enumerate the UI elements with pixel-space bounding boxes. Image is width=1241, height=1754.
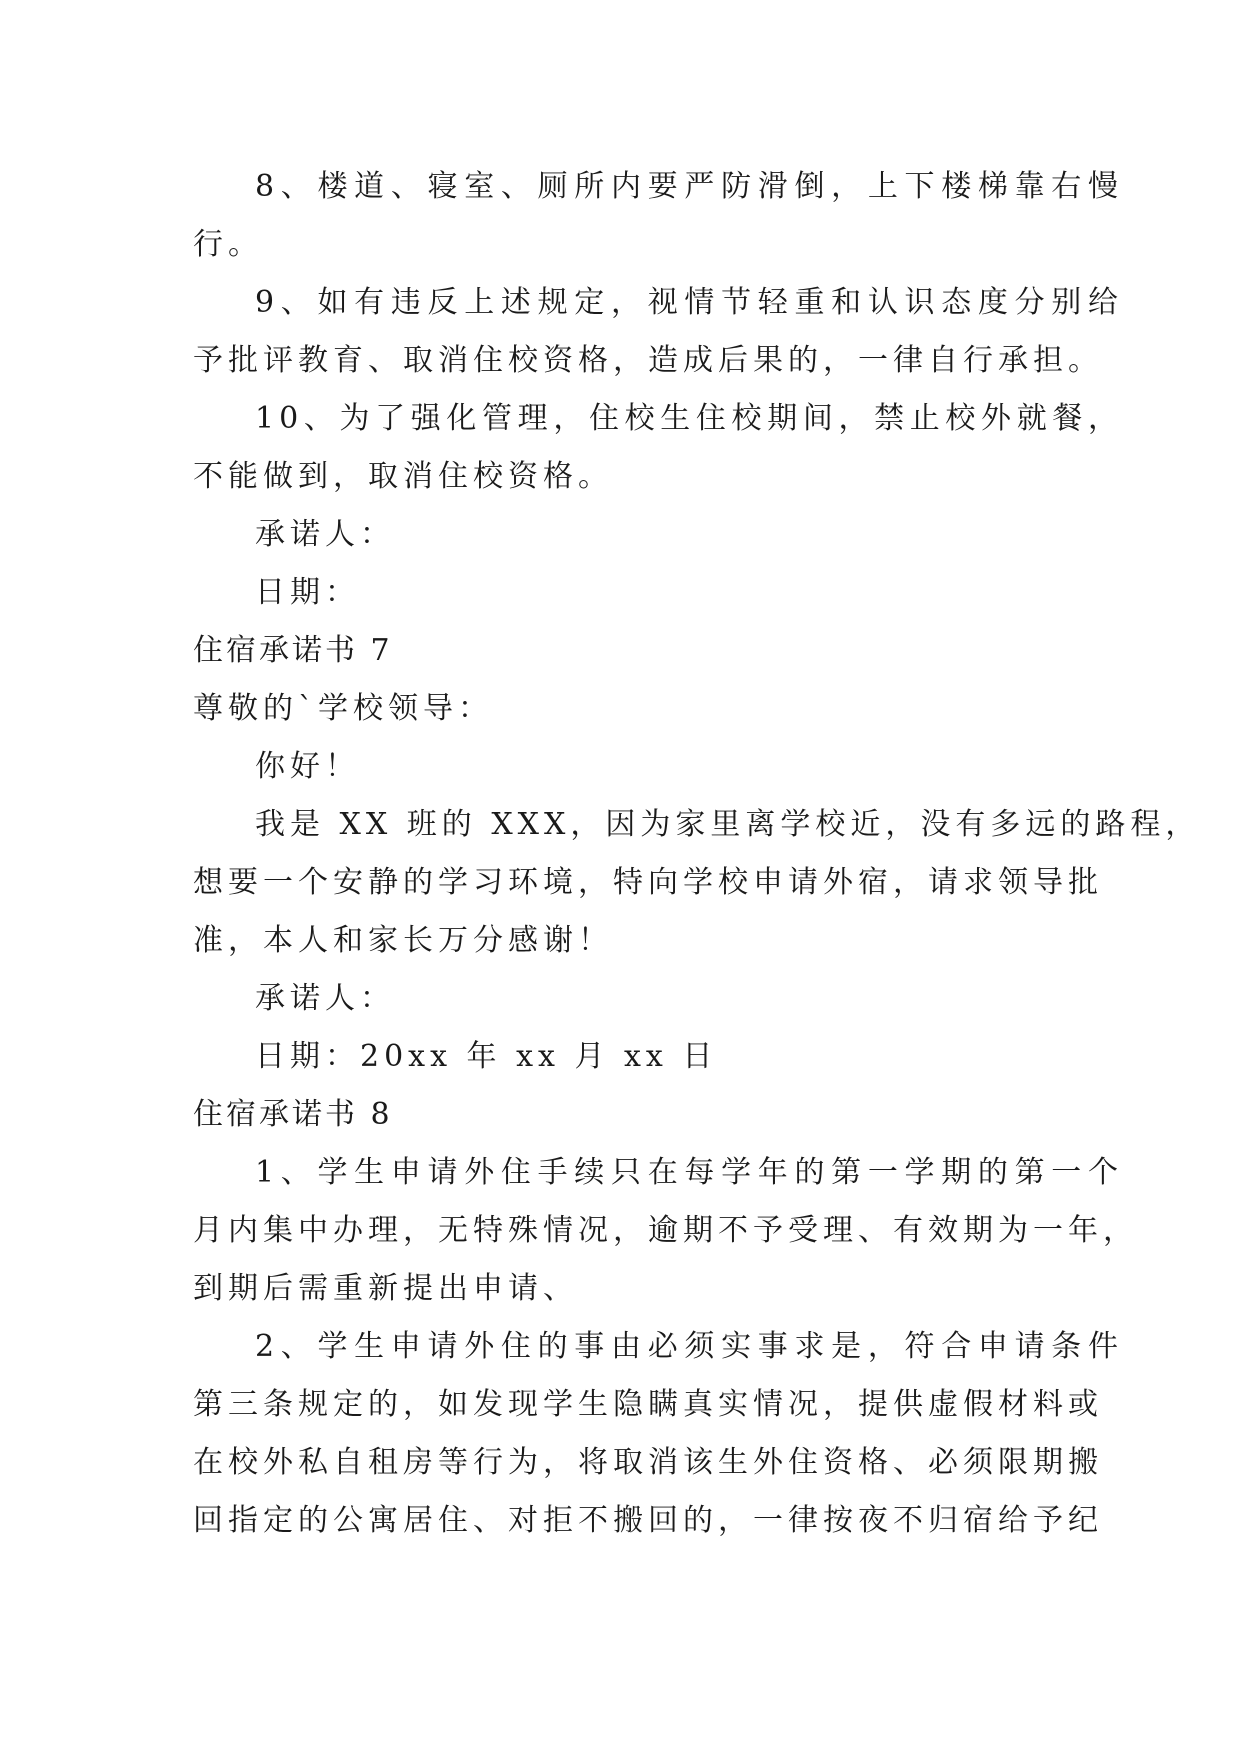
salutation: 尊敬的`学校领导： (193, 691, 493, 726)
section-heading: 住宿承诺书 7 (193, 633, 393, 668)
paragraph-line: 1、学生申请外住手续只在每学年的第一学期的第一个 (255, 1155, 1123, 1190)
paragraph-line: 9、如有违反上述规定，视情节轻重和认识态度分别给 (255, 285, 1123, 320)
greeting: 你好！ (255, 749, 360, 784)
date-label: 日期： (255, 575, 360, 610)
paragraph-line: 想要一个安静的学习环境，特向学校申请外宿，请求领导批 (193, 865, 1103, 900)
paragraph-line: 在校外私自租房等行为，将取消该生外住资格、必须限期搬 (193, 1445, 1103, 1480)
paragraph-line: 第三条规定的，如发现学生隐瞒真实情况，提供虚假材料或 (193, 1387, 1103, 1422)
paragraph-line: 2、学生申请外住的事由必须实事求是，符合申请条件 (255, 1329, 1123, 1364)
paragraph-line: 月内集中办理，无特殊情况，逾期不予受理、有效期为一年， (193, 1213, 1138, 1248)
paragraph-line: 我是 XX 班的 XXX，因为家里离学校近，没有多远的路程， (255, 807, 1201, 842)
paragraph-line: 行。 (193, 227, 263, 262)
paragraph-line: 到期后需重新提出申请、 (193, 1271, 578, 1306)
paragraph-line: 不能做到，取消住校资格。 (193, 459, 613, 494)
paragraph-line: 8、楼道、寝室、厕所内要严防滑倒，上下楼梯靠右慢 (255, 169, 1123, 204)
paragraph-line: 予批评教育、取消住校资格，造成后果的，一律自行承担。 (193, 343, 1103, 378)
signature-label: 承诺人： (255, 981, 395, 1016)
section-heading: 住宿承诺书 8 (193, 1097, 393, 1132)
paragraph-line: 10、为了强化管理，住校生住校期间，禁止校外就餐， (255, 401, 1123, 436)
signature-label: 承诺人： (255, 517, 395, 552)
paragraph-line: 回指定的公寓居住、对拒不搬回的，一律按夜不归宿给予纪 (193, 1503, 1103, 1538)
paragraph-line: 准，本人和家长万分感谢！ (193, 923, 613, 958)
date-label: 日期：20xx 年 xx 月 xx 日 (255, 1039, 718, 1074)
